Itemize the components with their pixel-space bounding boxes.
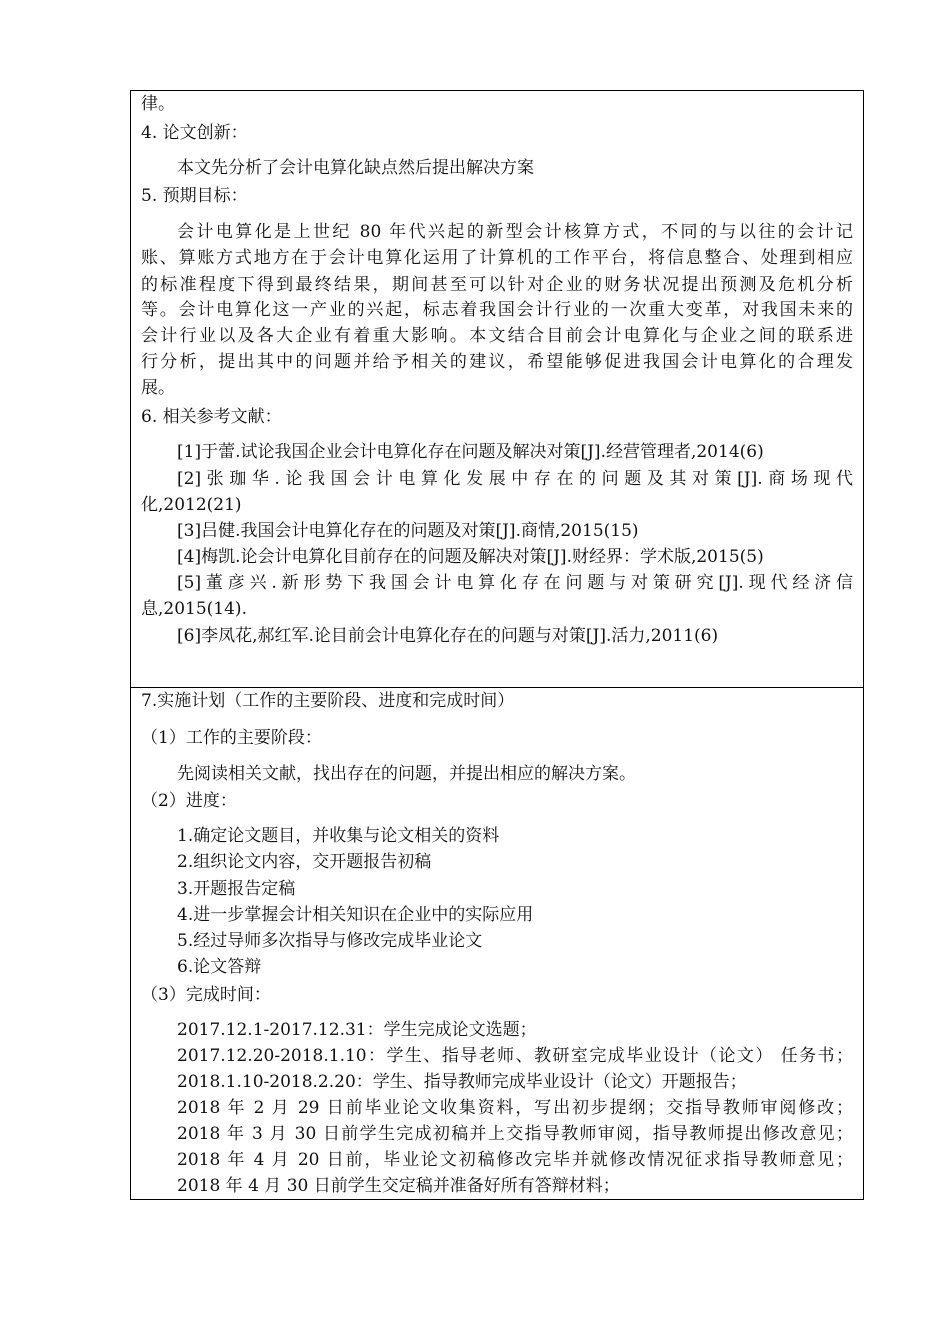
schedule-item: 2018 年 4 月 30 日前学生交定稿并准备好所有答辩材料； [177, 1176, 620, 1196]
heading-implementation-plan: 7.实施计划（工作的主要阶段、进度和完成时间） [141, 691, 515, 711]
reference-item: [6]李凤花,郝红军.论目前会计电算化存在的问题与对策[J].活力,2011(6) [177, 626, 719, 646]
subheading-main-stages: （1）工作的主要阶段： [141, 728, 322, 748]
proposal-cell-implementation-plan [130, 687, 864, 1200]
goals-paragraph-line: 等。会计电算化这一产业的兴起，标志着我国会计行业的一次重大变革，对我国未来的 [141, 300, 853, 320]
goals-paragraph-line: 账、算账方式地方在于会计电算化运用了计算机的工作平台，将信息整合、处理到相应 [141, 248, 853, 268]
goals-paragraph-line: 行分析，提出其中的问题并给予相关的建议，希望能够促进我国会计电算化的合理发 [141, 352, 853, 372]
schedule-item: 2018 年 4 月 20 日前，毕业论文初稿修改完毕并就修改情况征求指导教师意见； [177, 1150, 853, 1170]
heading-innovation: 4. 论文创新： [141, 123, 248, 143]
reference-item: [5]董彦兴.新形势下我国会计电算化存在问题与对策研究[J].现代经济信 [177, 573, 853, 593]
goals-paragraph-line: 展。 [141, 378, 175, 398]
heading-goals: 5. 预期目标： [141, 186, 248, 206]
progress-item: 5.经过导师多次指导与修改完成毕业论文 [177, 931, 483, 951]
continued-text: 律。 [141, 94, 175, 114]
reference-item: [2]张珈华.论我国会计电算化发展中存在的问题及其对策[J].商场现代 [177, 469, 853, 489]
reference-item: [4]梅凯.论会计电算化目前存在的问题及解决对策[J].财经界：学术版,2015(5) [177, 547, 764, 567]
main-stages-text: 先阅读相关文献，找出存在的问题，并提出相应的解决方案。 [177, 764, 636, 784]
progress-item: 3.开题报告定稿 [177, 879, 296, 899]
schedule-item: 2017.12.1-2017.12.31：学生完成论文选题； [177, 1020, 537, 1040]
schedule-item: 2017.12.20-2018.1.10：学生、指导老师、教研室完成毕业设计（论文） 任务书； [177, 1046, 853, 1066]
goals-paragraph-line: 会计电算化是上世纪 80 年代兴起的新型会计核算方式，不同的与以往的会计记 [177, 222, 853, 242]
progress-item: 4.进一步掌握会计相关知识在企业中的实际应用 [177, 905, 534, 925]
heading-references: 6. 相关参考文献： [141, 407, 282, 427]
reference-item: [1]于蕾.试论我国企业会计电算化存在问题及解决对策[J].经营管理者,2014(6) [177, 442, 764, 462]
schedule-item: 2018 年 2 月 29 日前毕业论文收集资料，写出初步提纲；交指导教师审阅修改； [177, 1098, 853, 1118]
reference-item-cont: 息,2015(14). [141, 599, 247, 619]
subheading-completion-time: （3）完成时间： [141, 985, 271, 1005]
progress-item: 1.确定论文题目，并收集与论文相关的资料 [177, 826, 500, 846]
progress-item: 6.论文答辩 [177, 957, 262, 977]
goals-paragraph-line: 会计行业以及各大企业有着重大影响。本文结合目前会计电算化与企业之间的联系进 [141, 326, 853, 346]
subheading-progress: （2）进度： [141, 791, 237, 811]
reference-item: [3]吕健.我国会计电算化存在的问题及对策[J].商情,2015(15) [177, 521, 639, 541]
proposal-cell-innovation-goals-references [130, 90, 864, 688]
innovation-text: 本文先分析了会计电算化缺点然后提出解决方案 [177, 158, 534, 178]
schedule-item: 2018 年 3 月 30 日前学生完成初稿并上交指导教师审阅，指导教师提出修改意见； [177, 1124, 853, 1144]
reference-item-cont: 化,2012(21) [141, 495, 242, 515]
goals-paragraph-line: 的标准程度下得到最终结果，期间甚至可以针对企业的财务状况提出预测及危机分析 [141, 275, 853, 295]
schedule-item: 2018.1.10-2018.2.20：学生、指导教师完成毕业设计（论文）开题报告； [177, 1072, 747, 1092]
progress-item: 2.组织论文内容，交开题报告初稿 [177, 852, 432, 872]
